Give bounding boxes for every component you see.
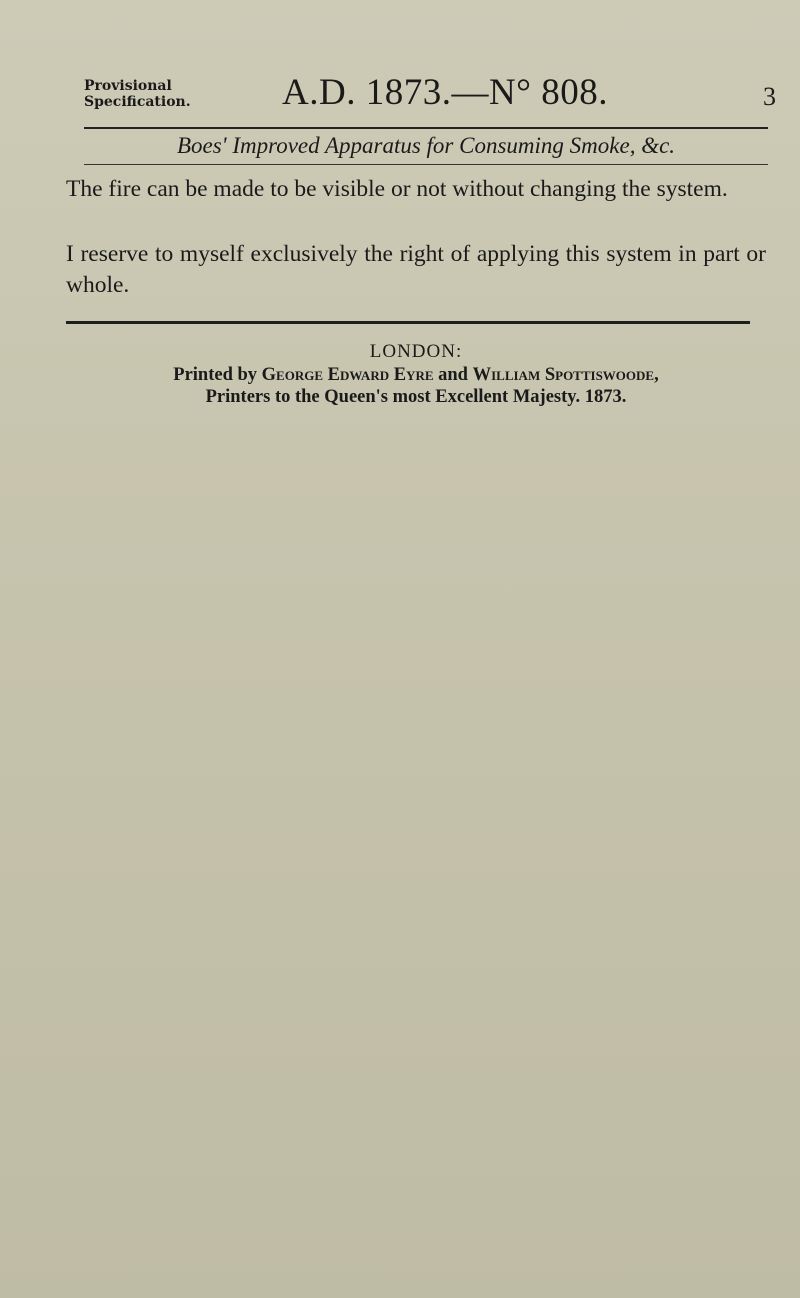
body-paragraph-1: The fire can be made to be visible or not without changing the system. (66, 176, 728, 202)
running-subtitle: Boes' Improved Apparatus for Consuming Smoke, &c. (176, 133, 676, 158)
header-rule (84, 127, 768, 129)
provisional-label: Provisional (84, 78, 172, 94)
imprint-city: LONDON: (369, 341, 463, 362)
imprint-line-1 (66, 364, 766, 386)
specification-label (84, 78, 191, 110)
specification-type-label: Specification. (84, 94, 191, 110)
printer-name-1: George Edward Eyre (261, 365, 434, 385)
printed-by-text: Printed by (173, 365, 258, 385)
imprint-line-2 (66, 386, 766, 408)
imprint-year: 1873. (584, 387, 627, 407)
printers-to-text: Printers to the Queen's most Excellent Majesty. (205, 387, 581, 407)
closing-rule (66, 321, 750, 324)
printer-imprint (66, 340, 766, 408)
subtitle-rule (84, 164, 768, 165)
page-header (84, 72, 774, 122)
body-paragraph-2: I reserve to myself exclusively the right of applying this system in part or whole. (66, 241, 766, 298)
page-number: 3 (763, 82, 776, 111)
printer-name-2: William Spottiswoode, (472, 365, 659, 385)
patent-title: A.D. 1873.—N° 808. (282, 72, 608, 113)
and-text: and (438, 365, 468, 385)
